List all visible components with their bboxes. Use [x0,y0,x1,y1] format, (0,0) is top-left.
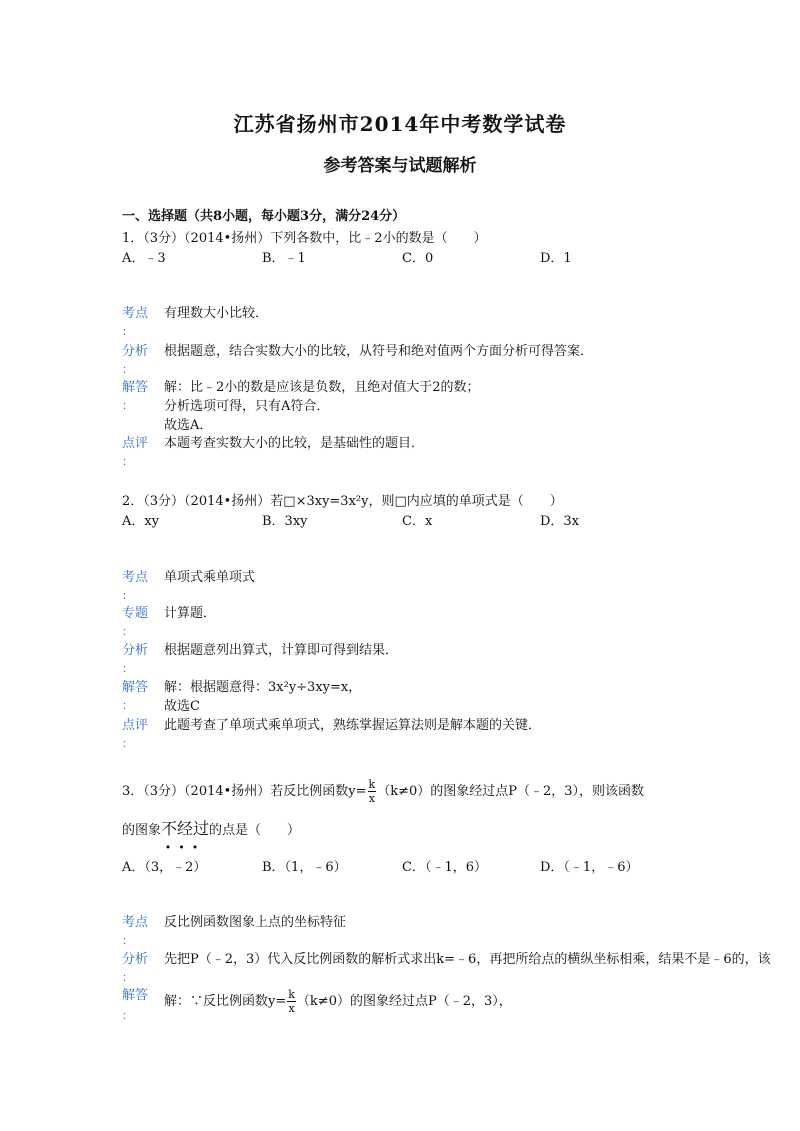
q2-kaodian-colon: ： [122,589,133,602]
q3-jieda-colon: ： [122,1009,133,1022]
q2-stem: 2．（3分）（2014•扬州）若□×3xy=3x²y，则□内应填的单项式是（ ） [122,494,563,509]
q1-jieda-line2: 分析选项可得，只有A符合． [164,399,330,414]
q2-dianping-text: 此题考查了单项式乘单项式，熟练掌握运算法则是解本题的关键． [164,718,542,733]
q3-kaodian-label: 考点 [122,915,149,930]
q3-kaodian-text: 反比例函数图象上点的坐标特征 [164,915,347,930]
q1-option-b: B．﹣1 [262,251,306,266]
q2-option-a: A．xy [122,514,160,529]
q3-jieda-frac-numerator: k [288,988,295,1001]
q3-jieda-post: （k≠0）的图象经过点P（﹣2，3）， [296,994,512,1009]
q3-jieda-label: 解答 [122,988,149,1003]
q3-emphasis [161,819,210,854]
q1-dianping-colon: ： [122,455,133,468]
q3-jieda-fraction [287,988,296,1015]
q2-option-b: B．3xy [262,514,308,529]
q2-fenxi-text: 根据题意列出算式，计算即可得到结果． [164,643,399,658]
q2-kaodian-label: 考点 [122,570,149,585]
section-heading: 一、选择题（共8小题，每小题3分，满分24分） [122,209,406,224]
q1-fenxi-text: 根据题意，结合实数大小的比较，从符号和绝对值两个方面分析可得答案． [164,344,594,359]
q3-fenxi-text: 先把P（﹣2，3）代入反比例函数的解析式求出k=﹣6，再把所给点的横纵坐标相乘，结果不是﹣6的，该 [164,952,771,967]
q3-line2-pre: 的图象 [122,823,162,838]
q3-line2-post: 的点是（ ） [209,823,301,838]
q1-fenxi-label: 分析 [122,344,149,359]
q2-dianping-colon: ： [122,737,133,750]
q3-stem-pre: 3．（3分）（2014•扬州）若反比例函数y= [122,784,367,799]
q1-dianping-text: 本题考查实数大小的比较，是基础性的题目． [164,436,425,451]
q3-fraction [368,778,377,805]
q2-fenxi-label: 分析 [122,643,149,658]
q1-jieda-label: 解答 [122,380,149,395]
q1-dianping-label: 点评 [122,436,149,451]
q3-jieda-line1 [164,988,512,1016]
q3-option-b: B．（1，﹣6） [262,860,347,875]
q2-fenxi-colon: ： [122,662,133,675]
q3-jieda-pre: 解：∵反比例函数y= [164,994,287,1009]
q3-jieda-frac-denominator: x [288,1002,295,1015]
q3-option-c: C．（﹣1，6） [402,860,487,875]
q3-frac-denominator: x [368,792,375,805]
q1-jieda-line1: 解：比﹣2小的数是应该是负数，且绝对值大于2的数； [164,380,480,395]
q2-zhuanti-colon: ： [122,625,133,638]
q1-kaodian-text: 有理数大小比较． [164,306,269,321]
q2-option-c: C．x [402,514,433,529]
q2-zhuanti-label: 专题 [122,606,149,621]
q2-jieda-colon: ： [122,699,133,712]
q3-emph-text: 不经过 [161,819,210,838]
page-title: 江苏省扬州市2014年中考数学试卷 [233,112,567,136]
q3-emph-dots: ••• [164,841,206,854]
q2-option-d: D．3x [540,514,580,529]
q3-stem-post: （k≠0）的图象经过点P（﹣2，3），则该函数 [377,784,645,799]
q3-fenxi-colon: ： [122,971,133,984]
page-subtitle: 参考答案与试题解析 [323,156,477,176]
q2-jieda-line2: 故选C [164,699,200,714]
q3-fenxi-label: 分析 [122,952,149,967]
q3-stem-line2 [122,819,301,854]
q1-option-c: C．0 [402,251,434,266]
q2-dianping-label: 点评 [122,718,149,733]
q1-kaodian-colon: ： [122,325,133,338]
q3-option-a: A．（3，﹣2） [122,860,207,875]
q1-jieda-line3: 故选A． [164,418,213,433]
q3-kaodian-colon: ： [122,934,133,947]
q1-option-a: A．﹣3 [122,251,166,266]
q1-option-d: D．1 [540,251,572,266]
q3-stem-line1 [122,778,644,806]
q2-zhuanti-text: 计算题． [164,606,217,621]
q3-option-d: D．（﹣1，﹣6） [540,860,639,875]
q1-jieda-colon: ： [122,399,133,412]
q2-jieda-line1: 解：根据题意得：3x²y÷3xy=x， [164,680,362,695]
q2-kaodian-text: 单项式乘单项式 [164,570,256,585]
q3-frac-numerator: k [368,778,376,791]
q1-kaodian-label: 考点 [122,306,149,321]
q1-fenxi-colon: ： [122,363,133,376]
q2-jieda-label: 解答 [122,680,149,695]
q1-stem: 1．（3分）（2014•扬州）下列各数中，比﹣2小的数是（ ） [122,231,487,246]
